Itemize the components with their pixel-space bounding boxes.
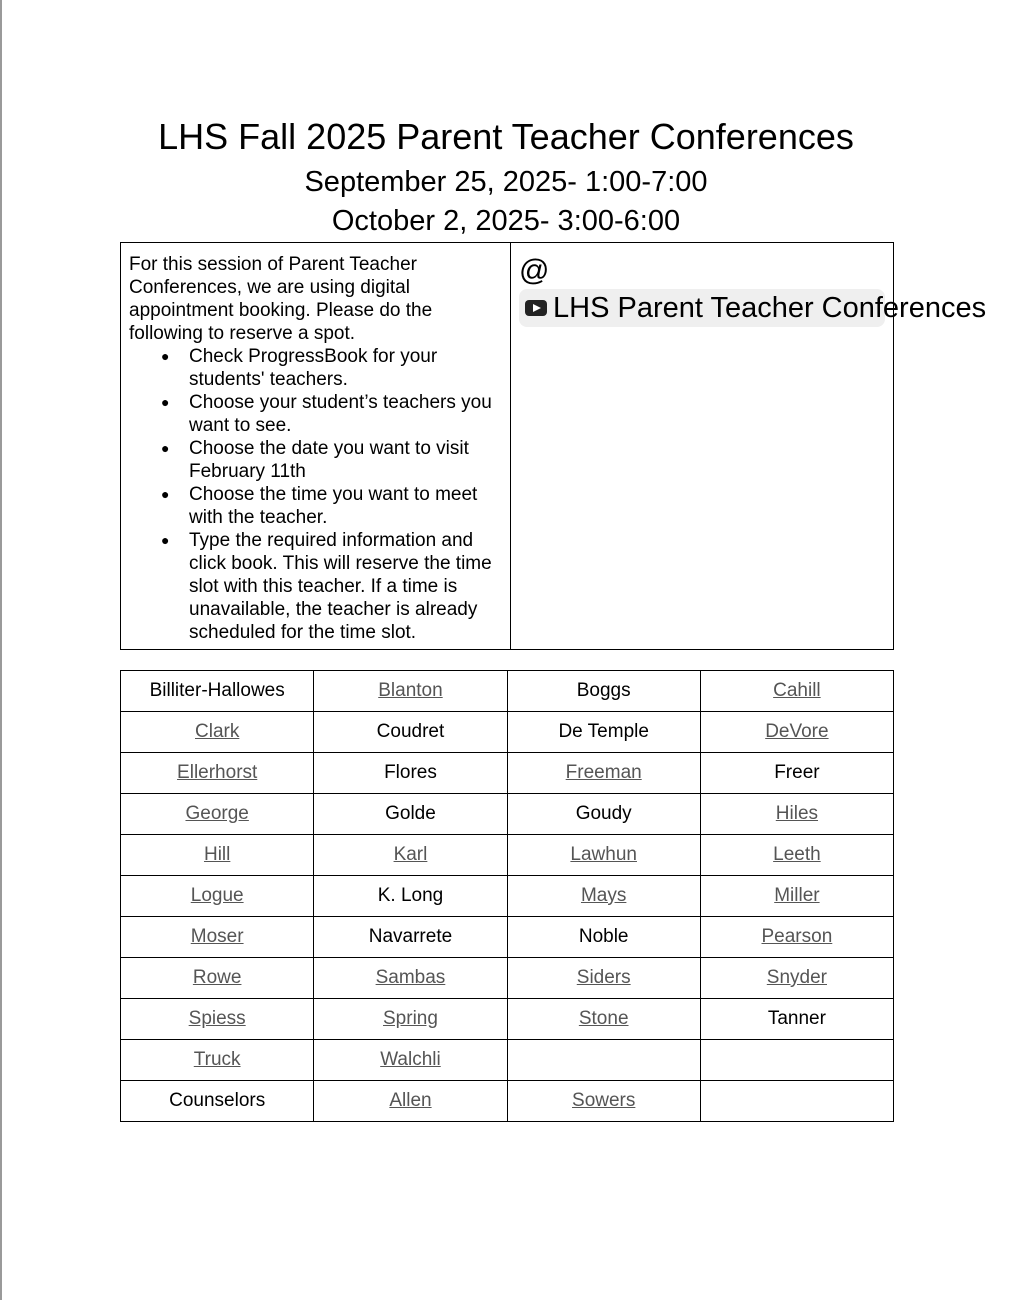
teacher-link[interactable]: Ellerhorst <box>121 753 314 794</box>
teacher-link[interactable]: Rowe <box>121 958 314 999</box>
link-cell <box>511 243 987 650</box>
teacher-link[interactable]: Walchli <box>314 1040 507 1081</box>
table-row <box>121 1081 894 1122</box>
table-row <box>121 753 894 794</box>
youtube-link-label: LHS Parent Teacher Conferences <box>553 291 987 324</box>
teacher-link[interactable]: Freeman <box>507 753 700 794</box>
table-row <box>121 712 894 753</box>
teacher-name: Flores <box>314 753 507 794</box>
page-title: LHS Fall 2025 Parent Teacher Conferences <box>158 116 854 157</box>
teacher-name: Coudret <box>314 712 507 753</box>
instructions-intro: For this session of Parent Teacher Conferences, we are using digital appointment booking. Please do the following to reserve a spot. <box>129 254 433 344</box>
teacher-name: Boggs <box>507 671 700 712</box>
date-line-2: October 2, 2025- 3:00-6:00 <box>331 205 681 237</box>
teacher-link[interactable]: Spring <box>314 999 507 1040</box>
teacher-link[interactable]: Truck <box>121 1040 314 1081</box>
teacher-name: Tanner <box>700 999 893 1040</box>
teacher-link[interactable]: Siders <box>507 958 700 999</box>
teacher-name: Noble <box>507 917 700 958</box>
table-row <box>121 958 894 999</box>
teacher-link[interactable]: Hiles <box>700 794 893 835</box>
instruction-step: ● Choose your student’s teachers you want to see. <box>189 391 502 437</box>
teacher-link[interactable]: Allen <box>314 1081 507 1122</box>
empty-cell <box>700 1040 893 1081</box>
date-line-1: September 25, 2025- 1:00-7:00 <box>304 166 708 198</box>
teacher-name: Goudy <box>507 794 700 835</box>
teacher-name: Counselors <box>121 1081 314 1122</box>
instruction-step: ● Choose the date you want to visit February 11th <box>189 437 502 483</box>
teacher-name: Billiter-Hallowes <box>121 671 314 712</box>
teacher-name: De Temple <box>507 712 700 753</box>
teacher-link[interactable]: Sambas <box>314 958 507 999</box>
teacher-link[interactable]: Karl <box>314 835 507 876</box>
teacher-link[interactable]: Logue <box>121 876 314 917</box>
instruction-step: ● Check ProgressBook for your students' teachers. <box>189 345 502 391</box>
teacher-name: Freer <box>700 753 893 794</box>
instruction-step: ● Choose the time you want to meet with the teacher. <box>189 483 502 529</box>
instructions-cell <box>121 243 511 650</box>
teacher-name: K. Long <box>314 876 507 917</box>
teacher-link[interactable]: Pearson <box>700 917 893 958</box>
empty-cell <box>700 1081 893 1122</box>
table-row <box>121 794 894 835</box>
table-row <box>121 917 894 958</box>
youtube-icon <box>525 300 547 316</box>
teacher-link[interactable]: Spiess <box>121 999 314 1040</box>
teacher-link[interactable]: Stone <box>507 999 700 1040</box>
instructions-steps <box>129 345 502 644</box>
teacher-link[interactable]: Moser <box>121 917 314 958</box>
table-row <box>121 835 894 876</box>
table-row <box>121 999 894 1040</box>
teacher-link[interactable]: Mays <box>507 876 700 917</box>
teacher-roster-table <box>120 670 894 1122</box>
teacher-name: Golde <box>314 794 507 835</box>
teacher-link[interactable]: Snyder <box>700 958 893 999</box>
table-row <box>121 671 894 712</box>
teacher-link[interactable]: Clark <box>121 712 314 753</box>
table-row <box>121 1040 894 1081</box>
teacher-link[interactable]: Sowers <box>507 1081 700 1122</box>
instruction-step: ● Type the required information and click book. This will reserve the time slot with this teacher. If a time is unavailable, the teacher is already scheduled for the time slot. <box>189 529 502 644</box>
teacher-link[interactable]: DeVore <box>700 712 893 753</box>
instructions-table <box>120 242 987 650</box>
teacher-link[interactable]: Cahill <box>700 671 893 712</box>
teacher-link[interactable]: Lawhun <box>507 835 700 876</box>
teacher-link[interactable]: Leeth <box>700 835 893 876</box>
teacher-name: Navarrete <box>314 917 507 958</box>
youtube-link-chip[interactable] <box>519 289 987 327</box>
teacher-link[interactable]: Blanton <box>314 671 507 712</box>
empty-cell <box>507 1040 700 1081</box>
teacher-link[interactable]: George <box>121 794 314 835</box>
teacher-link[interactable]: Hill <box>121 835 314 876</box>
at-mention-symbol: @ <box>519 254 550 287</box>
teacher-link[interactable]: Miller <box>700 876 893 917</box>
table-row <box>121 876 894 917</box>
